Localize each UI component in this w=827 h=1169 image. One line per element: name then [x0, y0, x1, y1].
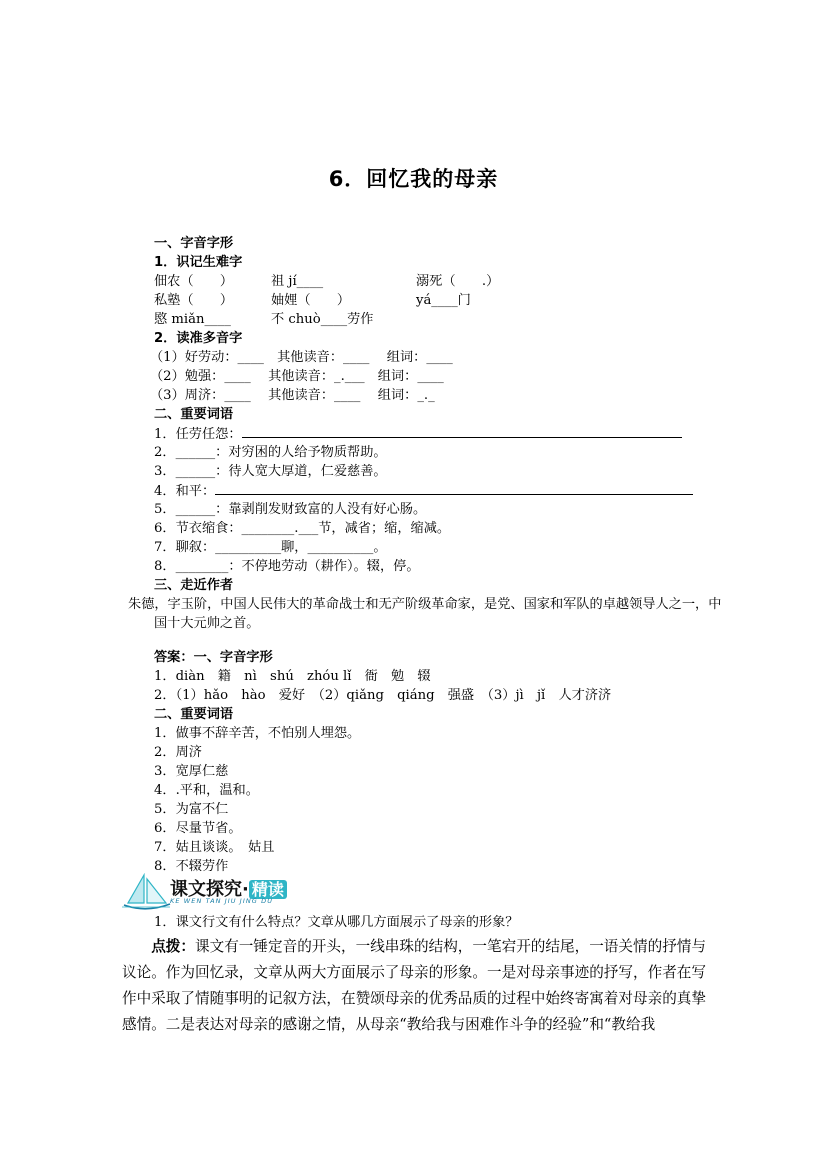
vocab-item: [154, 424, 682, 444]
banner-pinyin: KE WEN TAN JIU JING DU: [170, 897, 274, 905]
char-item: 愍 miǎn____: [154, 312, 231, 327]
answer-line: 5．为富不仁: [154, 802, 229, 817]
question-line: 1．课文行文有什么特点？文章从哪几方面展示了母亲的形象？: [154, 915, 519, 930]
vocab-item: 2．______：对穷困的人给予物质帮助。: [154, 445, 387, 460]
polyphone-item: （2）勉强：____ 其他读音：_.___ 组词：____: [150, 369, 444, 384]
vocab-item: 5．______：靠剥削发财致富的人没有好心肠。: [154, 502, 427, 517]
answer-line: 1．做事不辞辛苦，不怕别人埋怨。: [154, 726, 361, 741]
answer-line: 7．姑且谈谈。 姑且: [154, 840, 275, 855]
polyphone-item: （1）好劳动：____ 其他读音：____ 组词：____: [150, 350, 453, 365]
answer-line: 3．宽厚仁慈: [154, 764, 229, 779]
vocab-item: 6．节衣缩食：________.___节，减省；缩，缩减。: [154, 521, 451, 536]
vocab-item: 3．______：待人宽大厚道，仁爱慈善。: [154, 464, 387, 479]
section-heading: 二、重要词语: [154, 407, 234, 422]
vocab-label: 1．任劳任怨：: [154, 427, 242, 442]
explanation-label: 点拨：: [151, 938, 195, 955]
author-text: 朱德，字玉阶，中国人民伟大的革命战士和无产阶级革命家，是党、国家和军队的卓越领导人之一，中国十大元帅之首。: [128, 597, 722, 631]
answers-section: 二、重要词语: [154, 707, 234, 722]
char-row: [154, 310, 714, 329]
char-row: [154, 291, 714, 310]
char-row: [154, 272, 714, 291]
sub-heading: 2．读准多音字: [154, 331, 243, 346]
answers-section: 一、字音字形: [193, 650, 273, 665]
char-item: 妯娌（ ）: [271, 293, 351, 308]
char-item: 不 chuò____劳作: [271, 312, 374, 327]
char-item: 祖 jí____: [271, 274, 324, 289]
answers-heading: [154, 648, 273, 667]
answer-line: 2．（1）hǎo hào 爱好 （2）qiǎng qiáng 强盛 （3）jì jǐ 人才济济: [154, 688, 612, 703]
answer-line: 6．尽量节省。: [154, 821, 242, 836]
vocab-item: 8．________：不停地劳动（耕作）。辍，停。: [154, 559, 420, 574]
banner-main: 课文探究: [170, 879, 242, 900]
answer-line: 2．周济: [154, 745, 202, 760]
page-title: 6．回忆我的母亲: [328, 167, 499, 191]
vocab-item: 7．聊叙：__________聊，__________。: [154, 540, 387, 555]
answer-blank: [242, 424, 682, 438]
section-heading: 三、走近作者: [154, 578, 234, 593]
sailboat-icon: [122, 873, 172, 911]
section-heading: 一、字音字形: [154, 236, 234, 251]
answer-line: 4．.平和，温和。: [154, 783, 259, 798]
polyphone-item: （3）周济：____ 其他读音：____ 组词：_._: [150, 388, 435, 403]
vocab-item: [154, 481, 693, 501]
sub-heading: 1．识记生难字: [154, 255, 243, 270]
banner-dot: ·: [242, 879, 249, 900]
explanation-paragraph: [122, 934, 706, 1038]
char-item: 佃农（ ）: [154, 274, 234, 289]
banner-tag: 精读: [249, 880, 287, 899]
section-banner: [122, 873, 322, 911]
vocab-label: 4．和平：: [154, 484, 216, 499]
char-item: yá____门: [416, 293, 471, 308]
char-item: 溺死（ .）: [416, 274, 500, 289]
explanation-text: 课文有一锤定音的开头，一线串珠的结构，一笔宕开的结尾，一语关情的抒情与议论。作为回忆录，文章从两大方面展示了母亲的形象。一是对母亲事迹的抒写，作者在写作中采取了情随事明的记叙方法，在赞颂母亲的优秀品质的过程中始终寄寓着对母亲的真挚感情。二是表达对母亲的感谢之情，从母亲“教给我与困难作斗争的经验”和“教给我: [122, 938, 706, 1033]
char-item: 私塾（ ）: [154, 293, 234, 308]
answers-label: 答案：: [154, 650, 194, 665]
answer-blank: [215, 481, 693, 495]
answer-line: 1．diàn 籍 nì shú zhóu lǐ 衙 勉 辍: [154, 669, 431, 684]
answer-line: 8．不辍劳作: [154, 859, 229, 874]
